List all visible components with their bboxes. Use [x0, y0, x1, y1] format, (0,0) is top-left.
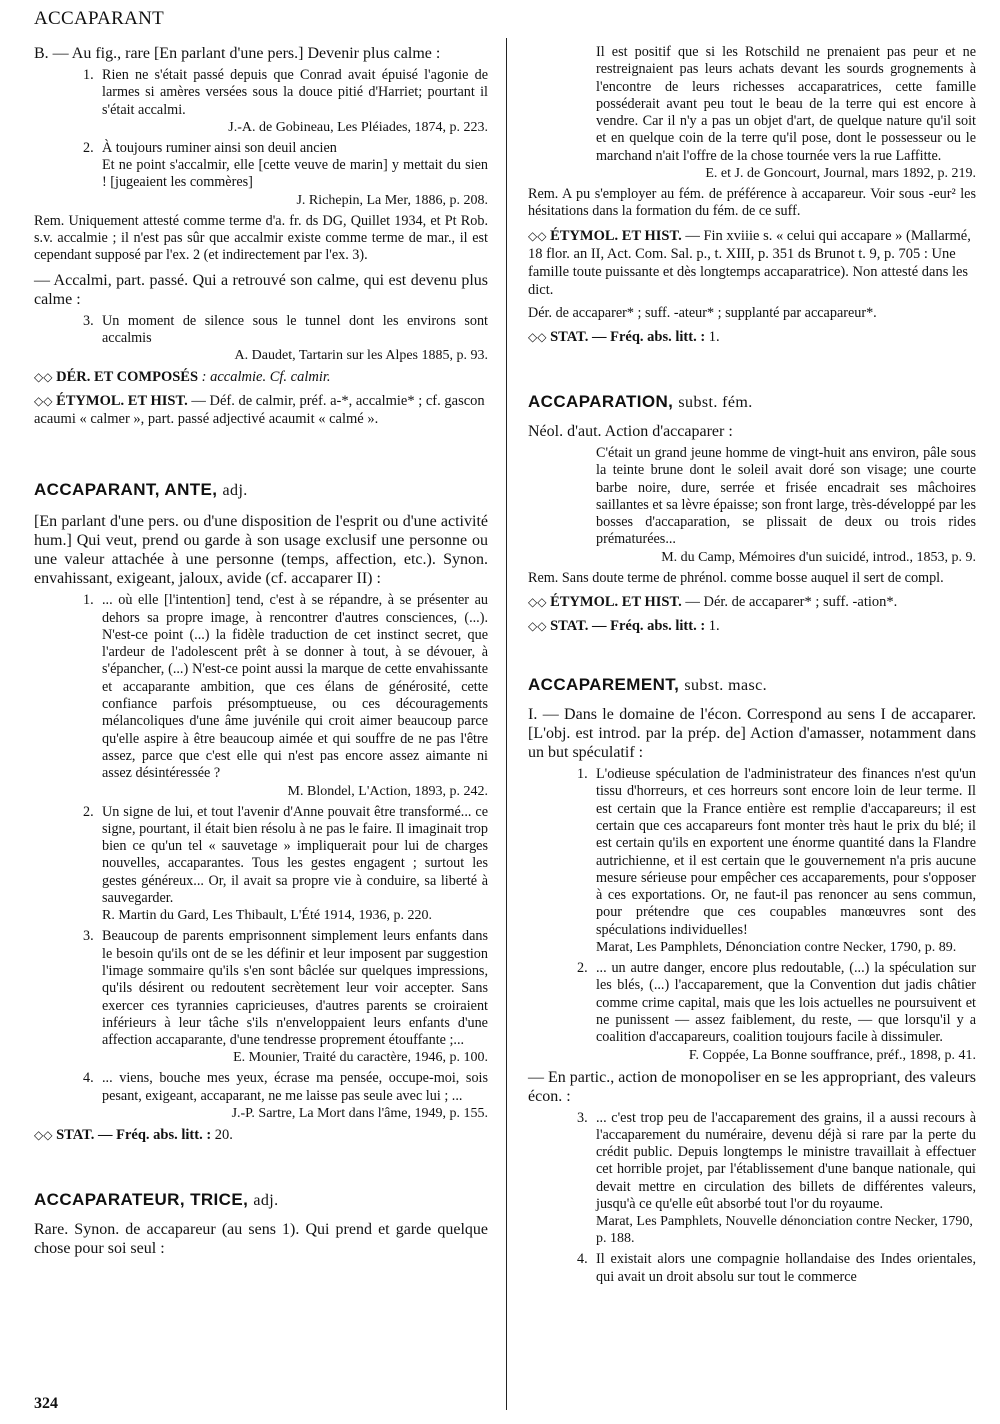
headword: ACCAPARATEUR, TRICE, [34, 1189, 249, 1209]
diamond-icon: ◇◇ [528, 228, 547, 243]
section-text: — Déf. de calmir, préf. a-*, accalmie* ; cf. gascon acaumi « calmer », part. passé adjectivé acaumit « calmé ». [34, 393, 485, 428]
example-source: Marat, Les Pamphlets, Nouvelle dénonciation contre Necker, 1790, p. 188. [596, 1214, 973, 1247]
part-of-speech: subst. fém. [678, 393, 753, 411]
example-4 [528, 1251, 976, 1286]
example-source: E. Mounier, Traité du caractère, 1946, p. 100. [233, 1050, 488, 1066]
remark: Rem. Sans doute terme de phrénol. comme bosse auquel il sert de compl. [528, 569, 944, 586]
example-text: ... viens, bouche mes yeux, écrase ma pensée, occupe-moi, sois pesant, exigeant, accaparant, ne me laisse pas seule avec lui ; ... [102, 1070, 488, 1104]
example-text: ... c'est trop peu de l'accaparement des grains, il a aussi recours à l'accaparement du numéraire, devenu déjà si rare par la perte du crédit public. Depuis longtemps le ministre travaillait à effectuer cet horrible projet, par l'établissement d'une banque nationale, qui devait mettre en circulation des billets de différentes valeurs, jusqu'à ce qu'elle eût absorbé tout l'or du royaume. [596, 1109, 976, 1212]
etymology-section [528, 593, 976, 611]
page-number: 324 [34, 1395, 58, 1412]
headword-definition: Rare. Synon. de accapareur (au sens 1). Qui prend et garde quelque chose pour soi seul : [34, 1220, 488, 1257]
example-text: Rien ne s'était passé depuis que Conrad avait épuisé l'agonie de larmes si amères versées sous la douce pitié d'Harriet; pourtant il s'était accalmi. [102, 67, 488, 118]
example-source: Marat, Les Pamphlets, Dénonciation contre Necker, 1790, p. 89. [596, 940, 957, 956]
example-text: Il existait alors une compagnie hollandaise des Indes orientales, qui avait un droit absolu sur tout le commerce [596, 1251, 976, 1285]
part-of-speech: adj. [222, 482, 248, 500]
continued-example [528, 44, 976, 182]
derivation-section [34, 368, 488, 386]
example-number: 1. [577, 766, 588, 783]
remark: Rem. Uniquement attesté comme terme d'a. fr. ds DG, Quillet 1934, et Pt Rob. s.v. accalmie ; il n'est pas sûr que accalmir existe comme terme de mar., il est cependant supposé par l'ex. 2 (et indirectement par l'ex. 3). [34, 212, 488, 264]
example-source: J.-A. de Gobineau, Les Pléiades, 1874, p. 223. [228, 119, 488, 135]
example-text: Il est positif que si les Rotschild ne prenaient pas peur et ne restreignaient pas leurs achats devant les sourds grognements à l'encontre de leurs richesses accaparatrices, cette famille posséderait avant peu tout le beau de la terre qui est encore à vendre. Car il n'y a pas un objet d'art, de quelque nature qu'il soit et en quelque coin de la terre qu'il pose, dont le possesseur ou le marchand n'ait l'offre de la chose tournée vers la rue Laffitte. [596, 44, 976, 164]
section-label: ÉTYMOL. ET HIST. [550, 227, 682, 244]
example-number: 1. [83, 592, 94, 609]
example-text: Un signe de lui, et tout l'avenir d'Anne pouvait être transformé... ce signe, pourtant, il était bien résolu à ne pas le faire. Il imaginait trop bien ce qu'un tel « sauvetage » impliquerait pour lui de charges nouvelles, accaparantes. Tous les gestes engagent ; surtout les gestes généreux... Or, il avait sa propre vie à conduire, sa liberté à sauvegarder. [102, 803, 488, 907]
accalmi-definition: — Accalmi, part. passé. Qui a retrouvé son calme, qui est devenu plus calme : [34, 271, 488, 308]
derivation-note: Dér. de accaparer* ; suff. -ateur* ; supplanté par accapareur*. [528, 304, 877, 321]
headword: ACCAPARATION, [528, 391, 674, 411]
example-2 [34, 804, 488, 925]
headword-accaparateur [34, 1190, 488, 1210]
section-label: DÉR. ET COMPOSÉS [56, 369, 199, 386]
example-text: Un moment de silence sous le tunnel dont les environs sont accalmis [102, 312, 488, 346]
left-column [34, 44, 488, 1262]
example-2 [34, 140, 488, 209]
diamond-icon: ◇◇ [34, 370, 53, 385]
example-number: 2. [83, 803, 94, 820]
example-source: J.-P. Sartre, La Mort dans l'âme, 1949, p. 155. [231, 1105, 488, 1121]
part-of-speech: adj. [253, 1191, 279, 1209]
example-2 [528, 960, 976, 1063]
headword: ACCAPARANT, ANTE, [34, 480, 218, 500]
headword-definition: Néol. d'aut. Action d'accaparer : [528, 422, 733, 440]
example [528, 445, 976, 566]
headword-accaparation [528, 392, 976, 412]
example-text: Beaucoup de parents emprisonnent simplement leurs enfants dans le besoin qu'ils ont de se les définir et leur imposent par suggestion l'image sommaire qu'ils s'en sont bâclée sur quelques impressions, qu'ils désirent ou redoutent secrètement leur voir accepter. Sans exercer ces tyrannies capricieuses, d'autres parents se croiraient inférieurs à leur tâche s'ils n'enveloppaient leurs enfants d'une affection accaparante, d'une tendresse proprement étouffante ;... [102, 928, 488, 1049]
part-of-speech: subst. masc. [684, 677, 767, 695]
example-source: R. Martin du Gard, Les Thibault, L'Été 1914, 1936, p. 220. [102, 908, 433, 924]
section-label: STAT. — Fréq. abs. litt. : [550, 328, 706, 345]
section-text: : accalmie. Cf. calmir. [201, 369, 331, 386]
statistics-section [528, 617, 976, 635]
example-source: J. Richepin, La Mer, 1886, p. 208. [296, 192, 488, 208]
section-value: 1. [708, 618, 720, 635]
example-source: M. du Camp, Mémoires d'un suicidé, introd., 1853, p. 9. [661, 549, 976, 565]
example-source: A. Daudet, Tartarin sur les Alpes 1885, p. 93. [234, 348, 488, 364]
statistics-section [34, 1126, 488, 1144]
example-text: ... où elle [l'intention] tend, c'est à se répandre, à se présenter au dehors sa propre image, à rencontrer d'autres consciences, (...). N'est-ce point (...) la fidèle traduction de cet instinct secret, que l'ardeur de l'adolescent prêt à se donner à tout, à se dévouer, à s'épancher, (...) N'est-ce point aussi la marque de cette envahissante et accaparante ambition, que ces élans de générosité, cette confiance parfois présomptueuse, ou ces découragements mélancoliques d'une âme juvénile qui croit aimer beaucoup parce qu'elle aspire à être beaucoup aimée et qui souffre de ne pas l'être assez, parce que c'est elle qui n'est pas encore assez aimante ni assez désintéressée ? [102, 592, 488, 782]
headword-accaparant [34, 480, 488, 500]
statistics-section [528, 328, 976, 346]
example-number: 3. [83, 312, 94, 329]
diamond-icon: ◇◇ [528, 619, 547, 634]
right-column [528, 44, 976, 1286]
example-1 [34, 67, 488, 136]
example-source: M. Blondel, L'Action, 1893, p. 242. [287, 783, 488, 799]
example-number: 1. [83, 67, 94, 83]
headword: ACCAPAREMENT, [528, 675, 680, 695]
remark: Rem. A pu s'employer au fém. de préférence à accapareur. Voir sous -eur² les hésitations dans la formation du fém. de ce suff. [528, 186, 976, 220]
example-1 [528, 766, 976, 956]
section-text: — Dér. de accaparer* ; suff. -ation*. [685, 594, 898, 611]
section-value: 20. [214, 1126, 233, 1143]
section-label: ÉTYMOL. ET HIST. [550, 594, 682, 611]
section-label: ÉTYMOL. ET HIST. [56, 393, 188, 410]
etymology-section [528, 227, 976, 299]
subsense-definition: — En partic., action de monopoliser en se les appropriant, des valeurs écon. : [528, 1068, 976, 1105]
diamond-icon: ◇◇ [528, 329, 547, 344]
example-number: 4. [83, 1070, 94, 1087]
diamond-icon: ◇◇ [34, 1127, 53, 1142]
diamond-icon: ◇◇ [34, 394, 53, 409]
example-source: E. et J. de Goncourt, Journal, mars 1892, p. 219. [705, 166, 976, 182]
example-4 [34, 1070, 488, 1122]
example-number: 3. [83, 928, 94, 945]
example-number: 2. [577, 960, 588, 977]
running-head: ACCAPARANT [34, 8, 165, 29]
headword-definition: I. — Dans le domaine de l'écon. Correspond au sens I de accaparer. [L'obj. est introd. par la prép. de] Action d'amasser, notamment dans un but spéculatif : [528, 706, 976, 762]
section-label: STAT. — Fréq. abs. litt. : [550, 618, 706, 635]
section-text: — Fin xviiie s. « celui qui accapare » (Mallarmé, 18 flor. an II, Act. Com. Sal. p., t. XIII, p. 351 ds Brunot t. 9, p. 705 : Une famille toute puissante et dès longtemps accaparatrice). Non attesté dans les dict. [528, 227, 971, 298]
example-1 [34, 592, 488, 799]
example-3 [528, 1110, 976, 1248]
diamond-icon: ◇◇ [528, 595, 547, 610]
etymology-section [34, 392, 488, 428]
example-number: 4. [577, 1251, 588, 1268]
section-value: 1. [708, 328, 720, 345]
headword-definition: [En parlant d'une pers. ou d'une disposition de l'esprit ou d'une activité hum.] Qui veut, prend ou garde à son usage exclusif une personne ou une valeur attachée à une personne (temps, affection, etc.). Synon. envahissant, exigeant, jaloux, avide (cf. accaparer II) : [34, 513, 488, 588]
example-3 [34, 928, 488, 1066]
example-text: C'était un grand jeune homme de vingt-huit ans environ, pâle sous la teinte brune dont le soleil avait doré son visage; une courte barbe noire, dure, serrée et frisée encadrait ses mâchoires saillantes et sa lèvre épaisse; son front large, très-développé par les bosses d'accaparation, se plissait de deux ou trois rides prématurées... [596, 444, 976, 548]
headword-accaparement [528, 675, 976, 695]
section-label: STAT. — Fréq. abs. litt. : [56, 1126, 212, 1143]
example-number: 2. [83, 139, 94, 156]
example-3 [34, 313, 488, 365]
example-verse-line: Et ne point s'accalmir, elle [cette veuve de marin] y mettait du sien ! [jugeaient les commères] [102, 157, 488, 191]
example-source: F. Coppée, La Bonne souffrance, préf., 1898, p. 41. [688, 1047, 976, 1063]
example-text: L'odieuse spéculation de l'administrateur des finances n'est qu'un tissu d'horreurs, et ces horreurs sont encore loin de leur terme. Il est certain que la France entière est remplie d'accapareurs; il est certain que ces accapareurs font monter très haut le prix du blé; il est certain qu'ils en exportent une énorme quantité dans la Flandre autrichienne, et il est certain que le gouvernement n'a pris aucune mesure sérieuse pour empêcher ces accaparements, pour s'opposer à ces exportations. Or, ne faut-il pas renoncer au sens commun, pour prétendre que ces coupables manœuvres sont des spéculations individuelles! [596, 766, 976, 938]
example-verse-line: À toujours ruminer ainsi son deuil ancien [102, 139, 337, 156]
column-divider [506, 38, 507, 1410]
example-number: 3. [577, 1109, 588, 1126]
example-text: ... un autre danger, encore plus redoutable, (...) la spéculation sur les blés, (...) l'accaparement, que la Convention dut jadis châtier comme crime capital, mais que les lois actuelles ne poursuivent et ne punissent — assez faiblement, du reste, — que lorsqu'il y a coalition d'accapareurs, coalition toujours facile à dissimuler. [596, 960, 976, 1046]
sense-b-definition: B. — Au fig., rare [En parlant d'une pers.] Devenir plus calme : [34, 45, 441, 62]
